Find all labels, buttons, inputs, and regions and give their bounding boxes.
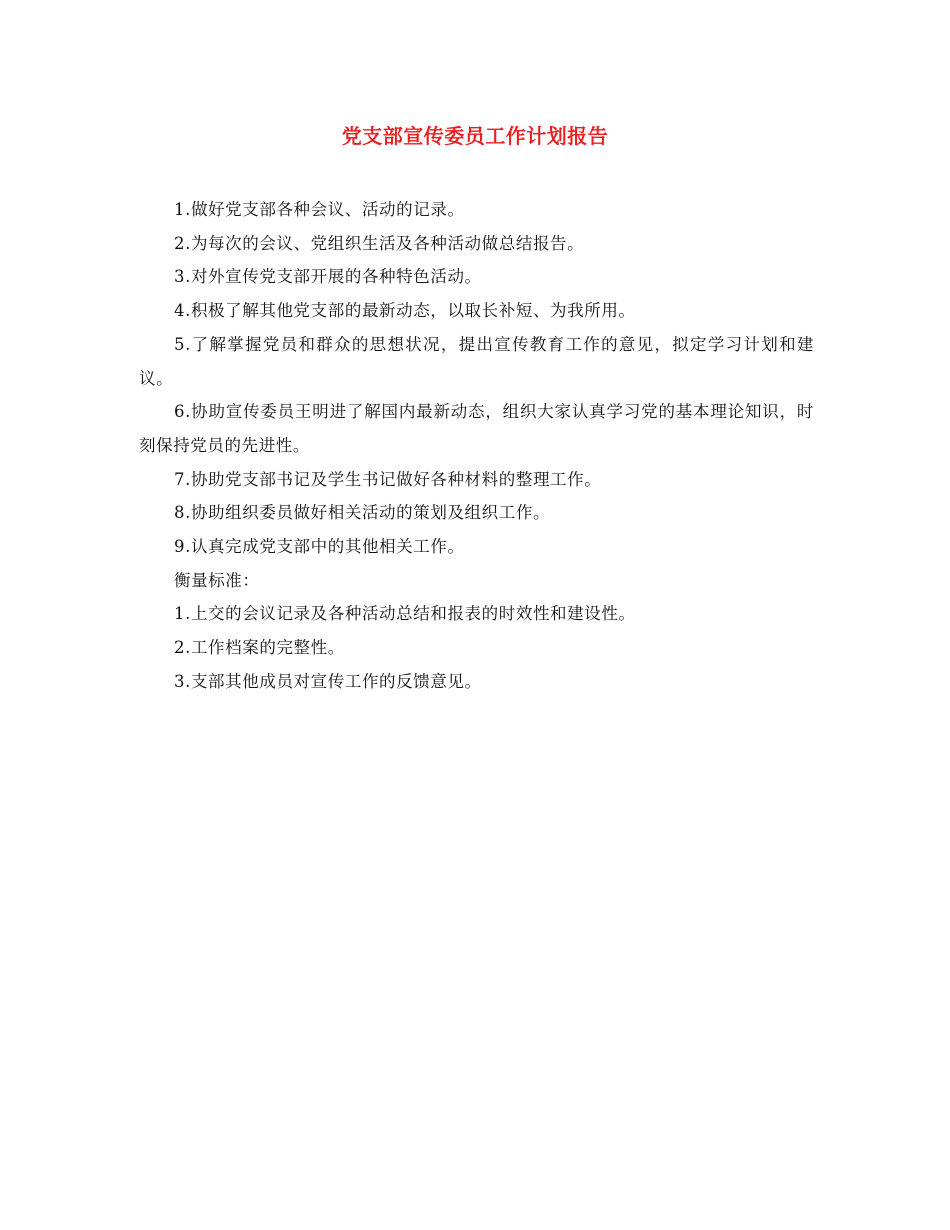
criteria-item-1: 1.上交的会议记录及各种活动总结和报表的时效性和建设性。	[174, 604, 636, 624]
paragraph-item-7: 7.协助党支部书记及学生书记做好各种材料的整理工作。	[174, 469, 602, 489]
document-body	[139, 193, 814, 699]
criteria-heading: 衡量标准：	[174, 570, 260, 590]
paragraph-item-2: 2.为每次的会议、党组织生活及各种活动做总结报告。	[174, 233, 585, 253]
paragraph-item-5: 5.了解掌握党员和群众的思想状况，提出宣传教育工作的意见，拟定学习计划和建议。	[139, 334, 814, 388]
document-title: 党支部宣传委员工作计划报告	[341, 124, 609, 148]
paragraph-item-3: 3.对外宣传党支部开展的各种特色活动。	[174, 267, 482, 287]
paragraph-item-6: 6.协助宣传委员王明进了解国内最新动态，组织大家认真学习党的基本理论知识，时刻保持党员的先进性。	[139, 402, 814, 455]
criteria-item-2: 2.工作档案的完整性。	[174, 638, 345, 658]
criteria-item-3: 3.支部其他成员对宣传工作的反馈意见。	[174, 671, 482, 691]
paragraph-item-9: 9.认真完成党支部中的其他相关工作。	[174, 537, 465, 557]
paragraph-item-8: 8.协助组织委员做好相关活动的策划及组织工作。	[174, 503, 551, 523]
paragraph-item-1: 1.做好党支部各种会议、活动的记录。	[174, 200, 465, 219]
paragraph-item-4: 4.积极了解其他党支部的最新动态，以取长补短、为我所用。	[174, 301, 636, 321]
